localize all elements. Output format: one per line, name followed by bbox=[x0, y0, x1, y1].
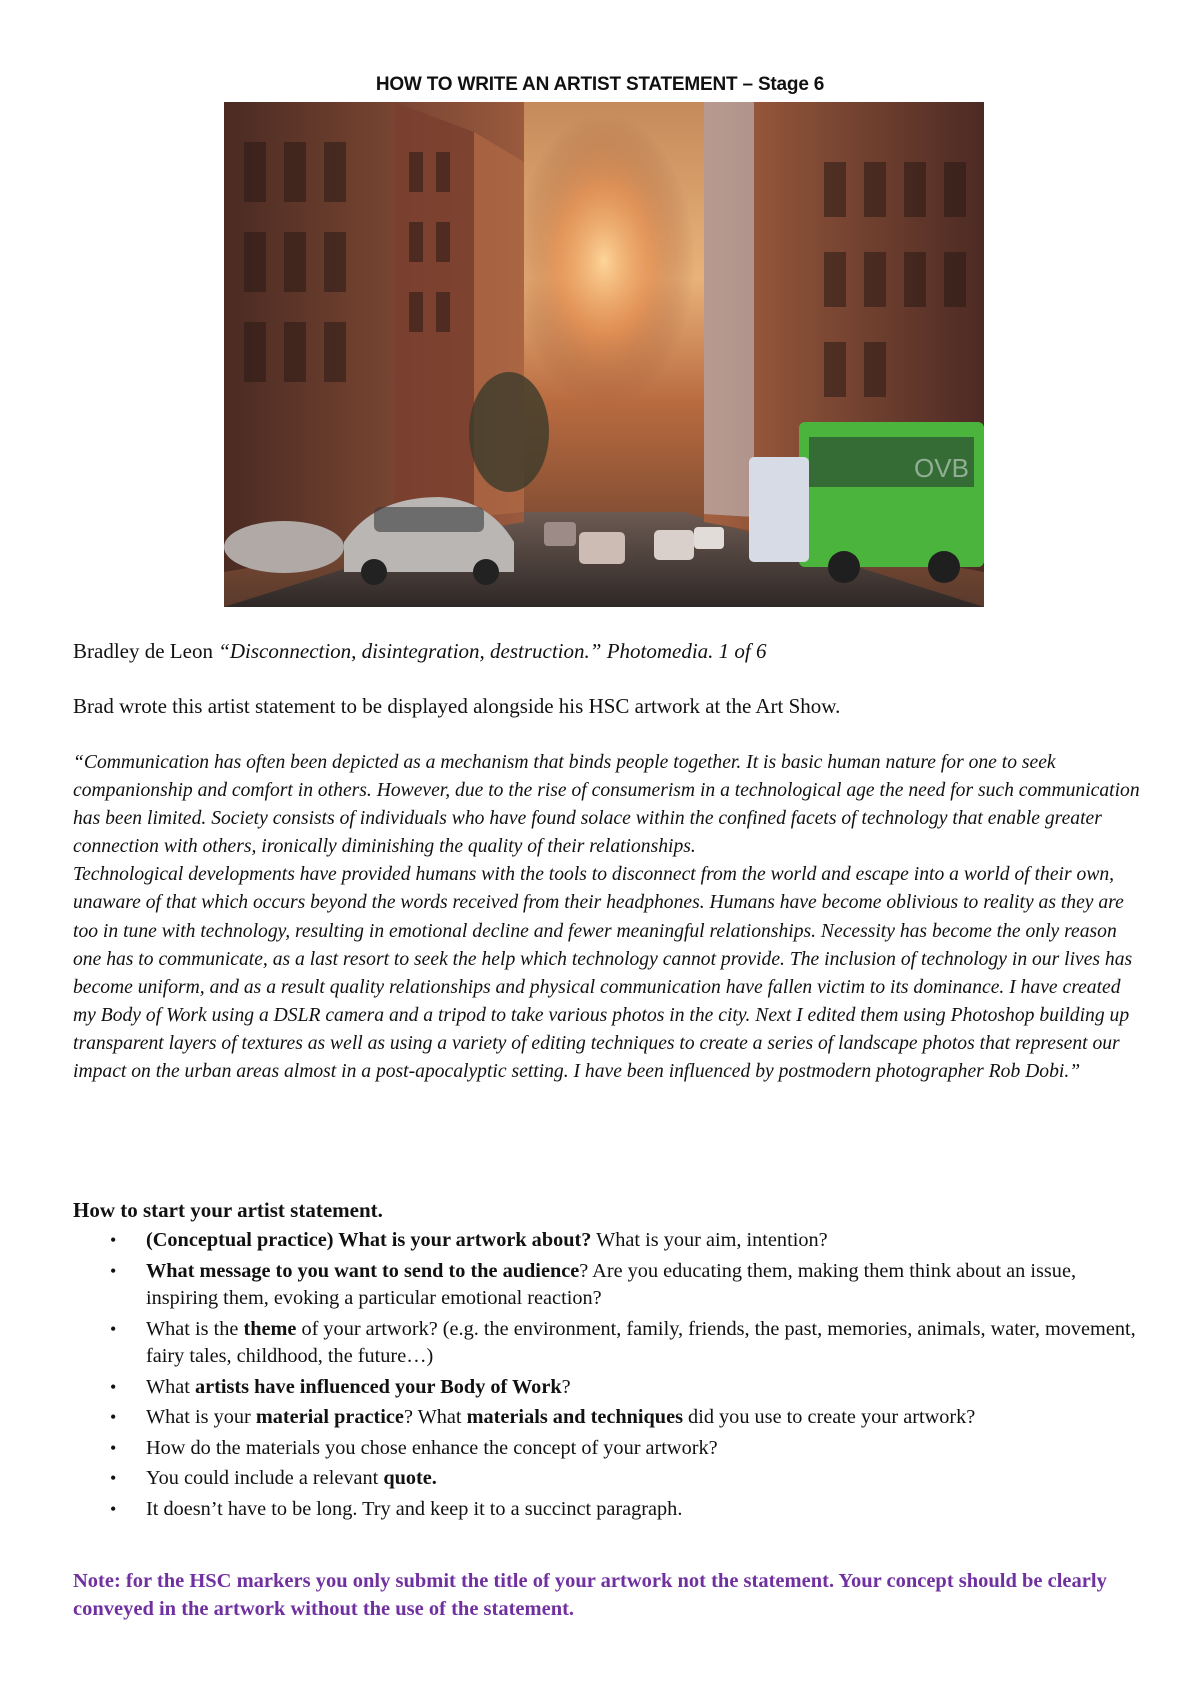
list-item bbox=[105, 1496, 1145, 1524]
list-item bbox=[105, 1227, 1145, 1255]
tip-text: did you use to create your artwork? bbox=[682, 1406, 976, 1428]
artwork-photo bbox=[224, 102, 984, 607]
artist-statement bbox=[73, 749, 1143, 1086]
tip-text: What is the bbox=[146, 1317, 244, 1340]
watermark-text: OVB bbox=[914, 453, 969, 483]
caption-work: “Disconnection, disintegration, destruction.” Photomedia. 1 of 6 bbox=[218, 639, 767, 663]
tip-bold: material practice bbox=[255, 1406, 404, 1428]
bullet-icon: • bbox=[110, 1407, 117, 1427]
list-item bbox=[105, 1465, 1145, 1493]
tip-text: of your artwork? (e.g. the environment, family, friends, the past, memories, animals, water, movement, fairy tales, childhood, the future…) bbox=[146, 1317, 1136, 1367]
tip-bold: theme bbox=[243, 1317, 297, 1340]
tip-text: What is your bbox=[146, 1406, 256, 1428]
bullet-icon: • bbox=[110, 1468, 117, 1488]
caption-artist: Bradley de Leon bbox=[73, 639, 219, 663]
tip-text: What is your aim, intention? bbox=[591, 1229, 828, 1251]
tip-bold: What message to you want to send to the audience bbox=[146, 1259, 580, 1282]
hsc-note: Note: for the HSC markers you only submit the title of your artwork not the statement. Your concept should be clearly conveyed in the artwork without the use of the statement. bbox=[73, 1570, 1107, 1620]
cityscape-photo-icon bbox=[224, 102, 984, 607]
tip-text: How do the materials you chose enhance the concept of your artwork? bbox=[146, 1436, 718, 1459]
statement-paragraph-1: “Communication has often been depicted as a mechanism that binds people together. It is basic human nature for one to seek companionship and comfort in others. However, due to the rise of consumerism in a technological age the need for such communication has been limited. Society consists of individuals who have found solace within the confined facets of technology that enable greater connection with others, ironically diminishing the quality of their relationships. bbox=[73, 752, 1140, 858]
tip-bold: quote. bbox=[383, 1467, 437, 1489]
statement-paragraph-2: Technological developments have provided humans with the tools to disconnect from the world and escape into a world of their own, unaware of that which occurs beyond the words received from their headphones. Humans have become oblivious to reality as they are too in tune with technology, resulting in emotional decline and fewer meaningful relationships. Necessity has become the only reason one has to communicate, as a last resort to seek the help which technology cannot provide. The inclusion of technology in our lives has become uniform, and as a result quality relationships and physical communication have fallen victim to its dominance. I have created my Body of Work using a DSLR camera and a tripod to take various photos in the city. Next I edited them using Photoshop building up transparent layers of textures as well as using a variety of editing techniques to create a series of landscape photos that represent our impact on the urban areas almost in a post-apocalyptic setting. I have been influenced by postmodern photographer Rob Dobi.” bbox=[73, 864, 1133, 1083]
bullet-icon: • bbox=[110, 1230, 117, 1250]
list-item bbox=[105, 1404, 1145, 1432]
bullet-icon: • bbox=[110, 1498, 117, 1519]
tip-text: It doesn’t have to be long. Try and keep it to a succinct paragraph. bbox=[146, 1497, 683, 1520]
tip-bold: artists have influenced your Body of Work bbox=[195, 1375, 562, 1398]
tip-text: What bbox=[146, 1375, 195, 1398]
tip-text: You could include a relevant bbox=[146, 1467, 384, 1489]
bullet-icon: • bbox=[110, 1260, 117, 1281]
list-item bbox=[105, 1316, 1145, 1371]
bullet-icon: • bbox=[110, 1318, 117, 1339]
page-title: HOW TO WRITE AN ARTIST STATEMENT – Stage 6 bbox=[375, 74, 825, 95]
artwork-caption bbox=[73, 639, 767, 664]
tip-text: ? What bbox=[403, 1406, 467, 1428]
list-item bbox=[105, 1374, 1145, 1402]
tips-list bbox=[105, 1227, 1145, 1526]
bullet-icon: • bbox=[110, 1376, 117, 1397]
tip-bold: materials and techniques bbox=[466, 1406, 683, 1428]
bullet-icon: • bbox=[110, 1437, 117, 1458]
tip-text: ? bbox=[561, 1375, 571, 1398]
section-heading: How to start your artist statement. bbox=[73, 1198, 383, 1222]
list-item bbox=[105, 1258, 1145, 1313]
tip-bold: (Conceptual practice) What is your artwork about? bbox=[146, 1229, 592, 1251]
intro-text: Brad wrote this artist statement to be displayed alongside his HSC artwork at the Art Show. bbox=[73, 694, 841, 718]
tip-text: ? Are you educating them, making them think about an issue, inspiring them, evoking a particular emotional reaction? bbox=[146, 1259, 1077, 1309]
list-item bbox=[105, 1435, 1145, 1463]
